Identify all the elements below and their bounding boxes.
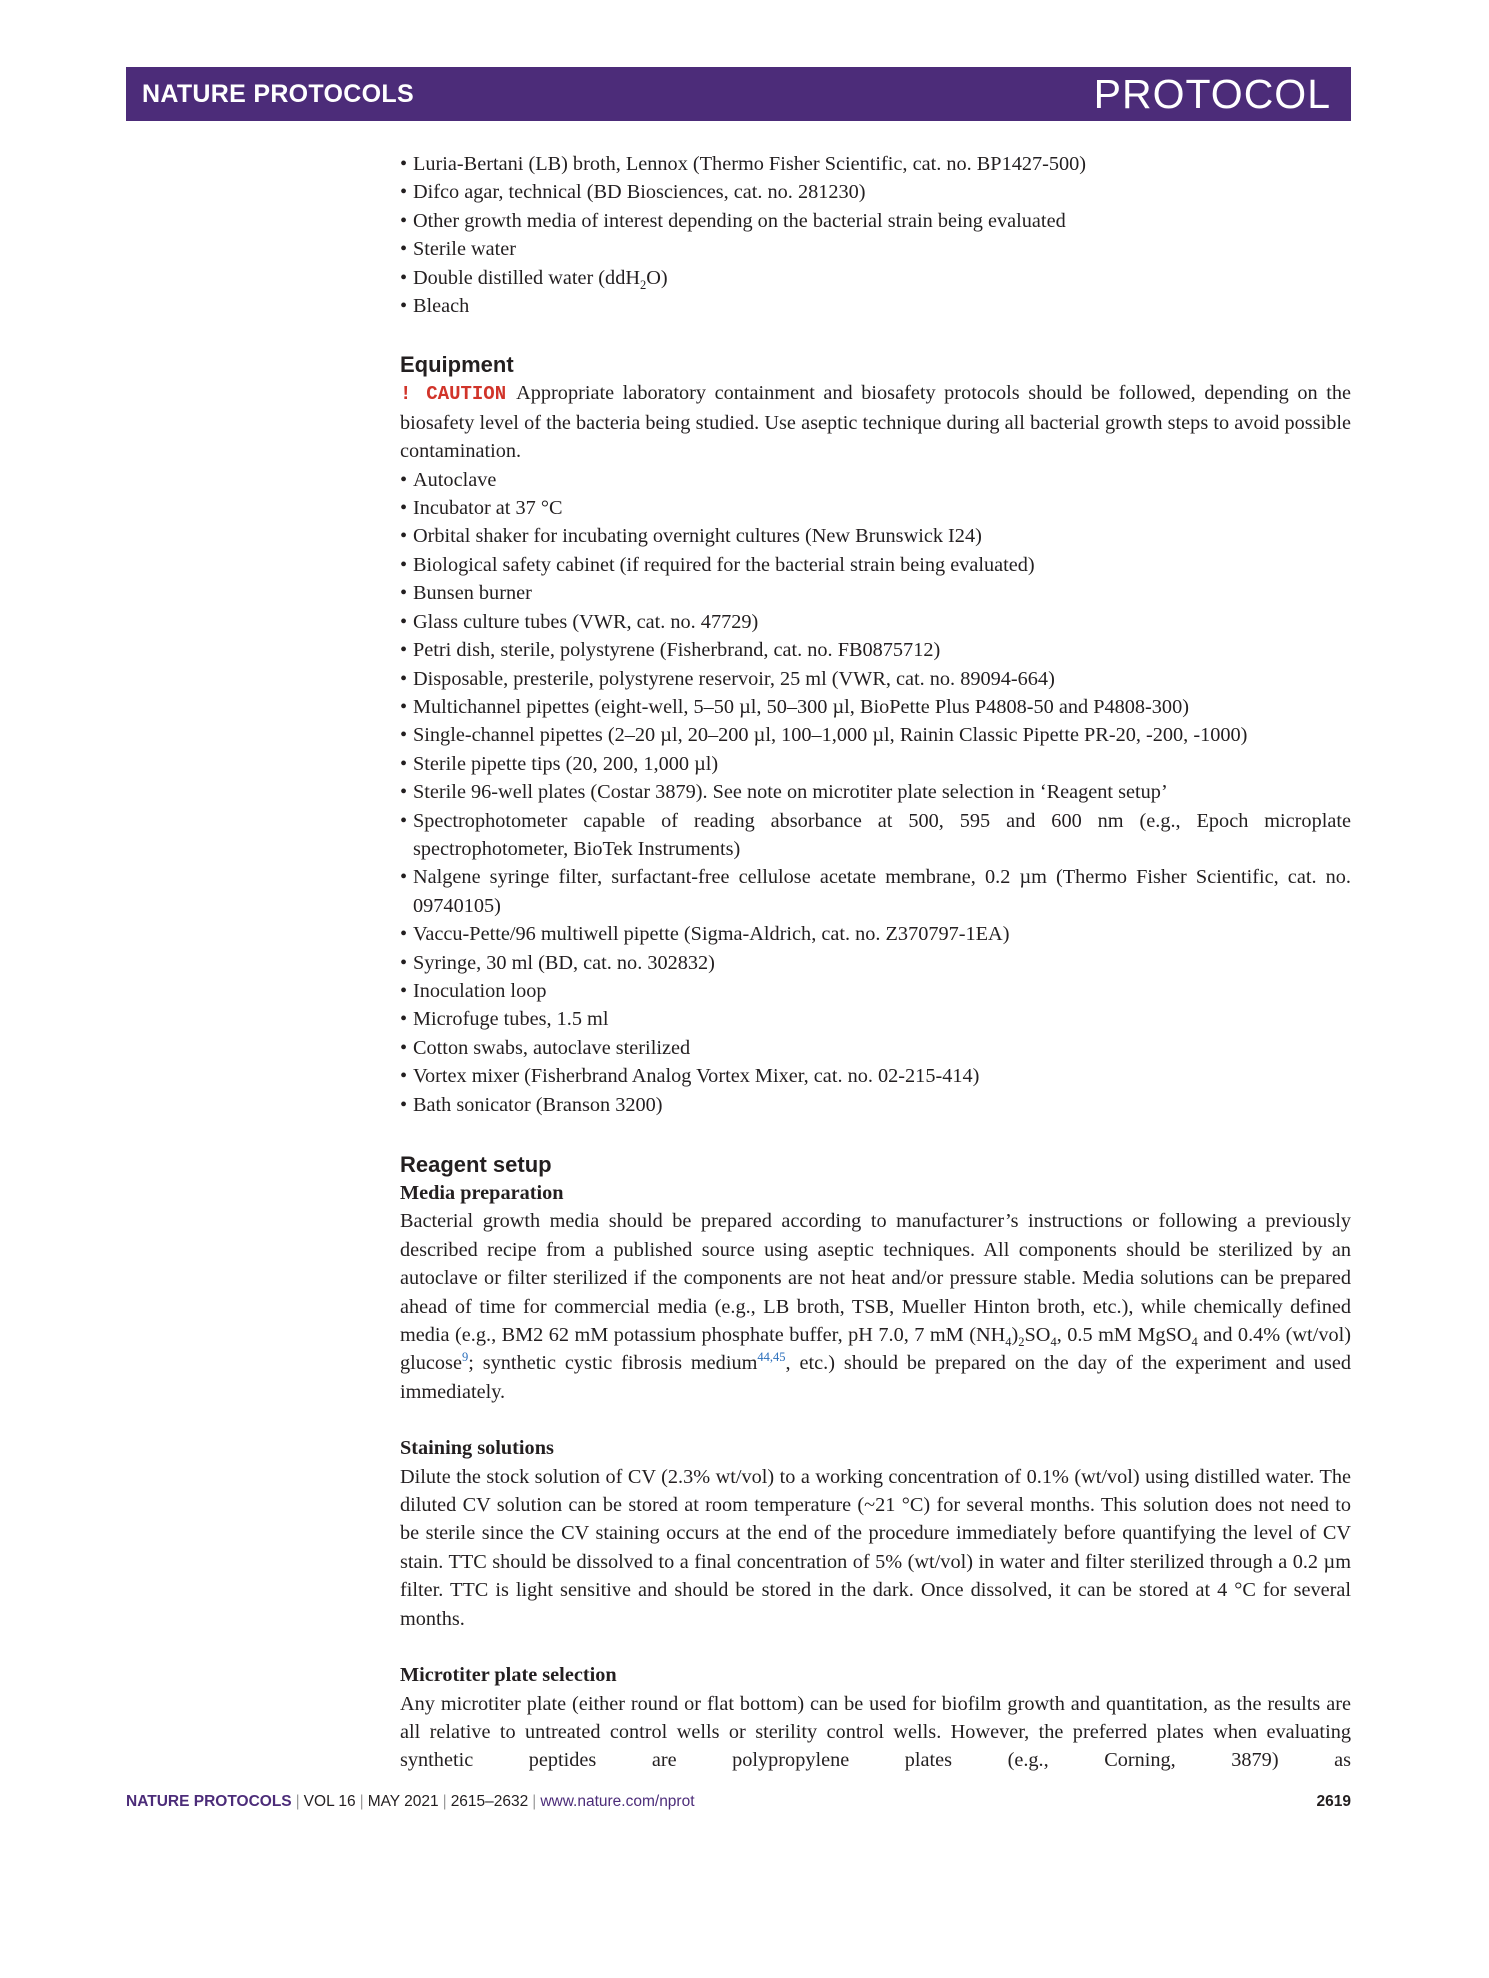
list-item: • Sterile 96-well plates (Costar 3879). See note on microtiter plate selection in ‘Reagent setup’ <box>400 778 1351 806</box>
footer-date: MAY 2021 <box>367 1793 439 1810</box>
list-item: • Luria-Bertani (LB) broth, Lennox (Thermo Fisher Scientific, cat. no. BP1427-500) <box>400 150 1351 178</box>
equipment-list <box>400 466 1351 1119</box>
list-item: • Biological safety cabinet (if required for the bacterial strain being evaluated) <box>400 551 1351 579</box>
list-item: • Sterile pipette tips (20, 200, 1,000 µl) <box>400 750 1351 778</box>
footer-journal: NATURE PROTOCOLS <box>126 1793 292 1810</box>
reagent-setup-heading: Reagent setup <box>400 1152 552 1177</box>
list-item: • Vaccu-Pette/96 multiwell pipette (Sigma-Aldrich, cat. no. Z370797-1EA) <box>400 920 1351 948</box>
list-item: • Inoculation loop <box>400 977 1351 1005</box>
ddh2o-subscript: 2 <box>640 277 647 292</box>
list-item <box>400 264 1351 292</box>
footer-separator: | <box>442 1793 447 1810</box>
media-preparation-heading: Media preparation <box>400 1182 564 1204</box>
microtiter-plate-heading: Microtiter plate selection <box>400 1664 617 1687</box>
list-item: • Nalgene syringe filter, surfactant-free cellulose acetate membrane, 0.2 µm (Thermo Fisher Scientific, cat. no. 09740105) <box>400 863 1351 920</box>
footer-separator: | <box>359 1793 364 1810</box>
microtiter-plate-paragraph: Any microtiter plate (either round or flat bottom) can be used for biofilm growth and quantitation, as the results are all relative to untreated control wells or sterility control wells. However, the preferred plates when evaluating synthetic peptides are polypropylene plates (e.g., Corning, 3879) as <box>400 1692 1351 1772</box>
list-item: • Glass culture tubes (VWR, cat. no. 47729) <box>400 608 1351 636</box>
list-item: • Cotton swabs, autoclave sterilized <box>400 1034 1351 1062</box>
list-item: • Microfuge tubes, 1.5 ml <box>400 1005 1351 1033</box>
footer-separator: | <box>532 1793 537 1810</box>
subscript: 4 <box>1050 1335 1057 1350</box>
list-item: • Syringe, 30 ml (BD, cat. no. 302832) <box>400 949 1351 977</box>
footer-pages: 2615–2632 <box>450 1793 529 1810</box>
page-content <box>400 150 1351 1775</box>
footer-separator: | <box>295 1793 300 1810</box>
journal-header-bar <box>126 67 1351 121</box>
journal-name: NATURE PROTOCOLS <box>142 79 414 108</box>
page-number: 2619 <box>1316 1793 1351 1810</box>
equipment-heading: Equipment <box>400 352 514 378</box>
subscript: 4 <box>1191 1335 1198 1350</box>
list-item: • Disposable, presterile, polystyrene reservoir, 25 ml (VWR, cat. no. 89094-664) <box>400 665 1351 693</box>
list-item: • Difco agar, technical (BD Biosciences, cat. no. 281230) <box>400 178 1351 206</box>
paragraph-text: , etc.) should be prepared on the day of the experiment and used immediately. <box>400 1352 1351 1403</box>
media-preparation-paragraph <box>400 1207 1351 1406</box>
ddh2o-text-end: O) <box>646 266 668 289</box>
caution-label: ! CAUTION <box>400 383 507 406</box>
paragraph-text: SO <box>1024 1324 1051 1347</box>
list-item: • Other growth media of interest depending on the bacterial strain being evaluated <box>400 207 1351 235</box>
caution-note <box>400 379 1351 465</box>
citation-link[interactable]: 9 <box>461 1350 469 1365</box>
list-item: • Bleach <box>400 292 1351 320</box>
citation-link[interactable]: 44,45 <box>757 1350 786 1365</box>
ddh2o-text: Double distilled water (ddH <box>413 266 640 289</box>
list-item: • Orbital shaker for incubating overnight cultures (New Brunswick I24) <box>400 522 1351 550</box>
article-type: PROTOCOL <box>1093 70 1331 117</box>
list-item: • Vortex mixer (Fisherbrand Analog Vortex Mixer, cat. no. 02-215-414) <box>400 1062 1351 1090</box>
paragraph-text: ; synthetic cystic fibrosis medium <box>468 1352 758 1375</box>
list-item: • Incubator at 37 °C <box>400 494 1351 522</box>
list-item: • Bath sonicator (Branson 3200) <box>400 1091 1351 1119</box>
paragraph-text: ) <box>1011 1324 1019 1347</box>
footer-citation <box>126 1793 695 1811</box>
footer-url-link[interactable]: www.nature.com/nprot <box>540 1793 695 1810</box>
page-footer <box>126 1793 1351 1811</box>
list-item: • Spectrophotometer capable of reading absorbance at 500, 595 and 600 nm (e.g., Epoch microplate spectrophotometer, BioTek Instruments) <box>400 807 1351 864</box>
list-item: • Bunsen burner <box>400 579 1351 607</box>
list-item: • Sterile water <box>400 235 1351 263</box>
list-item: • Petri dish, sterile, polystyrene (Fisherbrand, cat. no. FB0875712) <box>400 636 1351 664</box>
subscript: 2 <box>1018 1335 1025 1350</box>
reagents-list <box>400 150 1351 320</box>
list-item: • Multichannel pipettes (eight-well, 5–50 µl, 50–300 µl, BioPette Plus P4808-50 and P4808-300) <box>400 693 1351 721</box>
list-item: • Single-channel pipettes (2–20 µl, 20–200 µl, 100–1,000 µl, Rainin Classic Pipette PR-20, -200, -1000) <box>400 721 1351 749</box>
list-item: • Autoclave <box>400 466 1351 494</box>
paragraph-text: and 0.4% (wt/vol) glucose <box>400 1324 1351 1375</box>
caution-text: Appropriate laboratory containment and biosafety protocols should be followed, depending on the biosafety level of the bacteria being studied. Use aseptic technique during all bacterial growth steps to avoid possible contamination. <box>400 382 1351 463</box>
paragraph-text: Bacterial growth media should be prepared according to manufacturer’s instructions or following a previously described recipe from a published source using aseptic techniques. All components should be sterilized by an autoclave or filter sterilized if the components are not heat and/or pressure stable. Media solutions can be prepared ahead of time for commercial media (e.g., LB broth, TSB, Mueller Hinton broth, etc.), while chemically defined media (e.g., BM2 62 mM potassium phosphate buffer, pH 7.0, 7 mM (NH <box>400 1210 1351 1347</box>
subscript: 4 <box>1005 1335 1012 1350</box>
footer-volume: VOL 16 <box>303 1793 356 1810</box>
staining-solutions-heading: Staining solutions <box>400 1437 554 1460</box>
staining-solutions-paragraph: Dilute the stock solution of CV (2.3% wt/vol) to a working concentration of 0.1% (wt/vol) using distilled water. The diluted CV solution can be stored at room temperature (~21 °C) for several months. This solution does not need to be sterile since the CV staining occurs at the end of the procedure immediately before quantifying the level of CV stain. TTC should be dissolved to a final concentration of 5% (wt/vol) in water and filter sterilized through a 0.2 µm filter. TTC is light sensitive and should be stored in the dark. Once dissolved, it can be stored at 4 °C for several months. <box>400 1465 1351 1630</box>
paragraph-text: , 0.5 mM MgSO <box>1056 1324 1192 1347</box>
